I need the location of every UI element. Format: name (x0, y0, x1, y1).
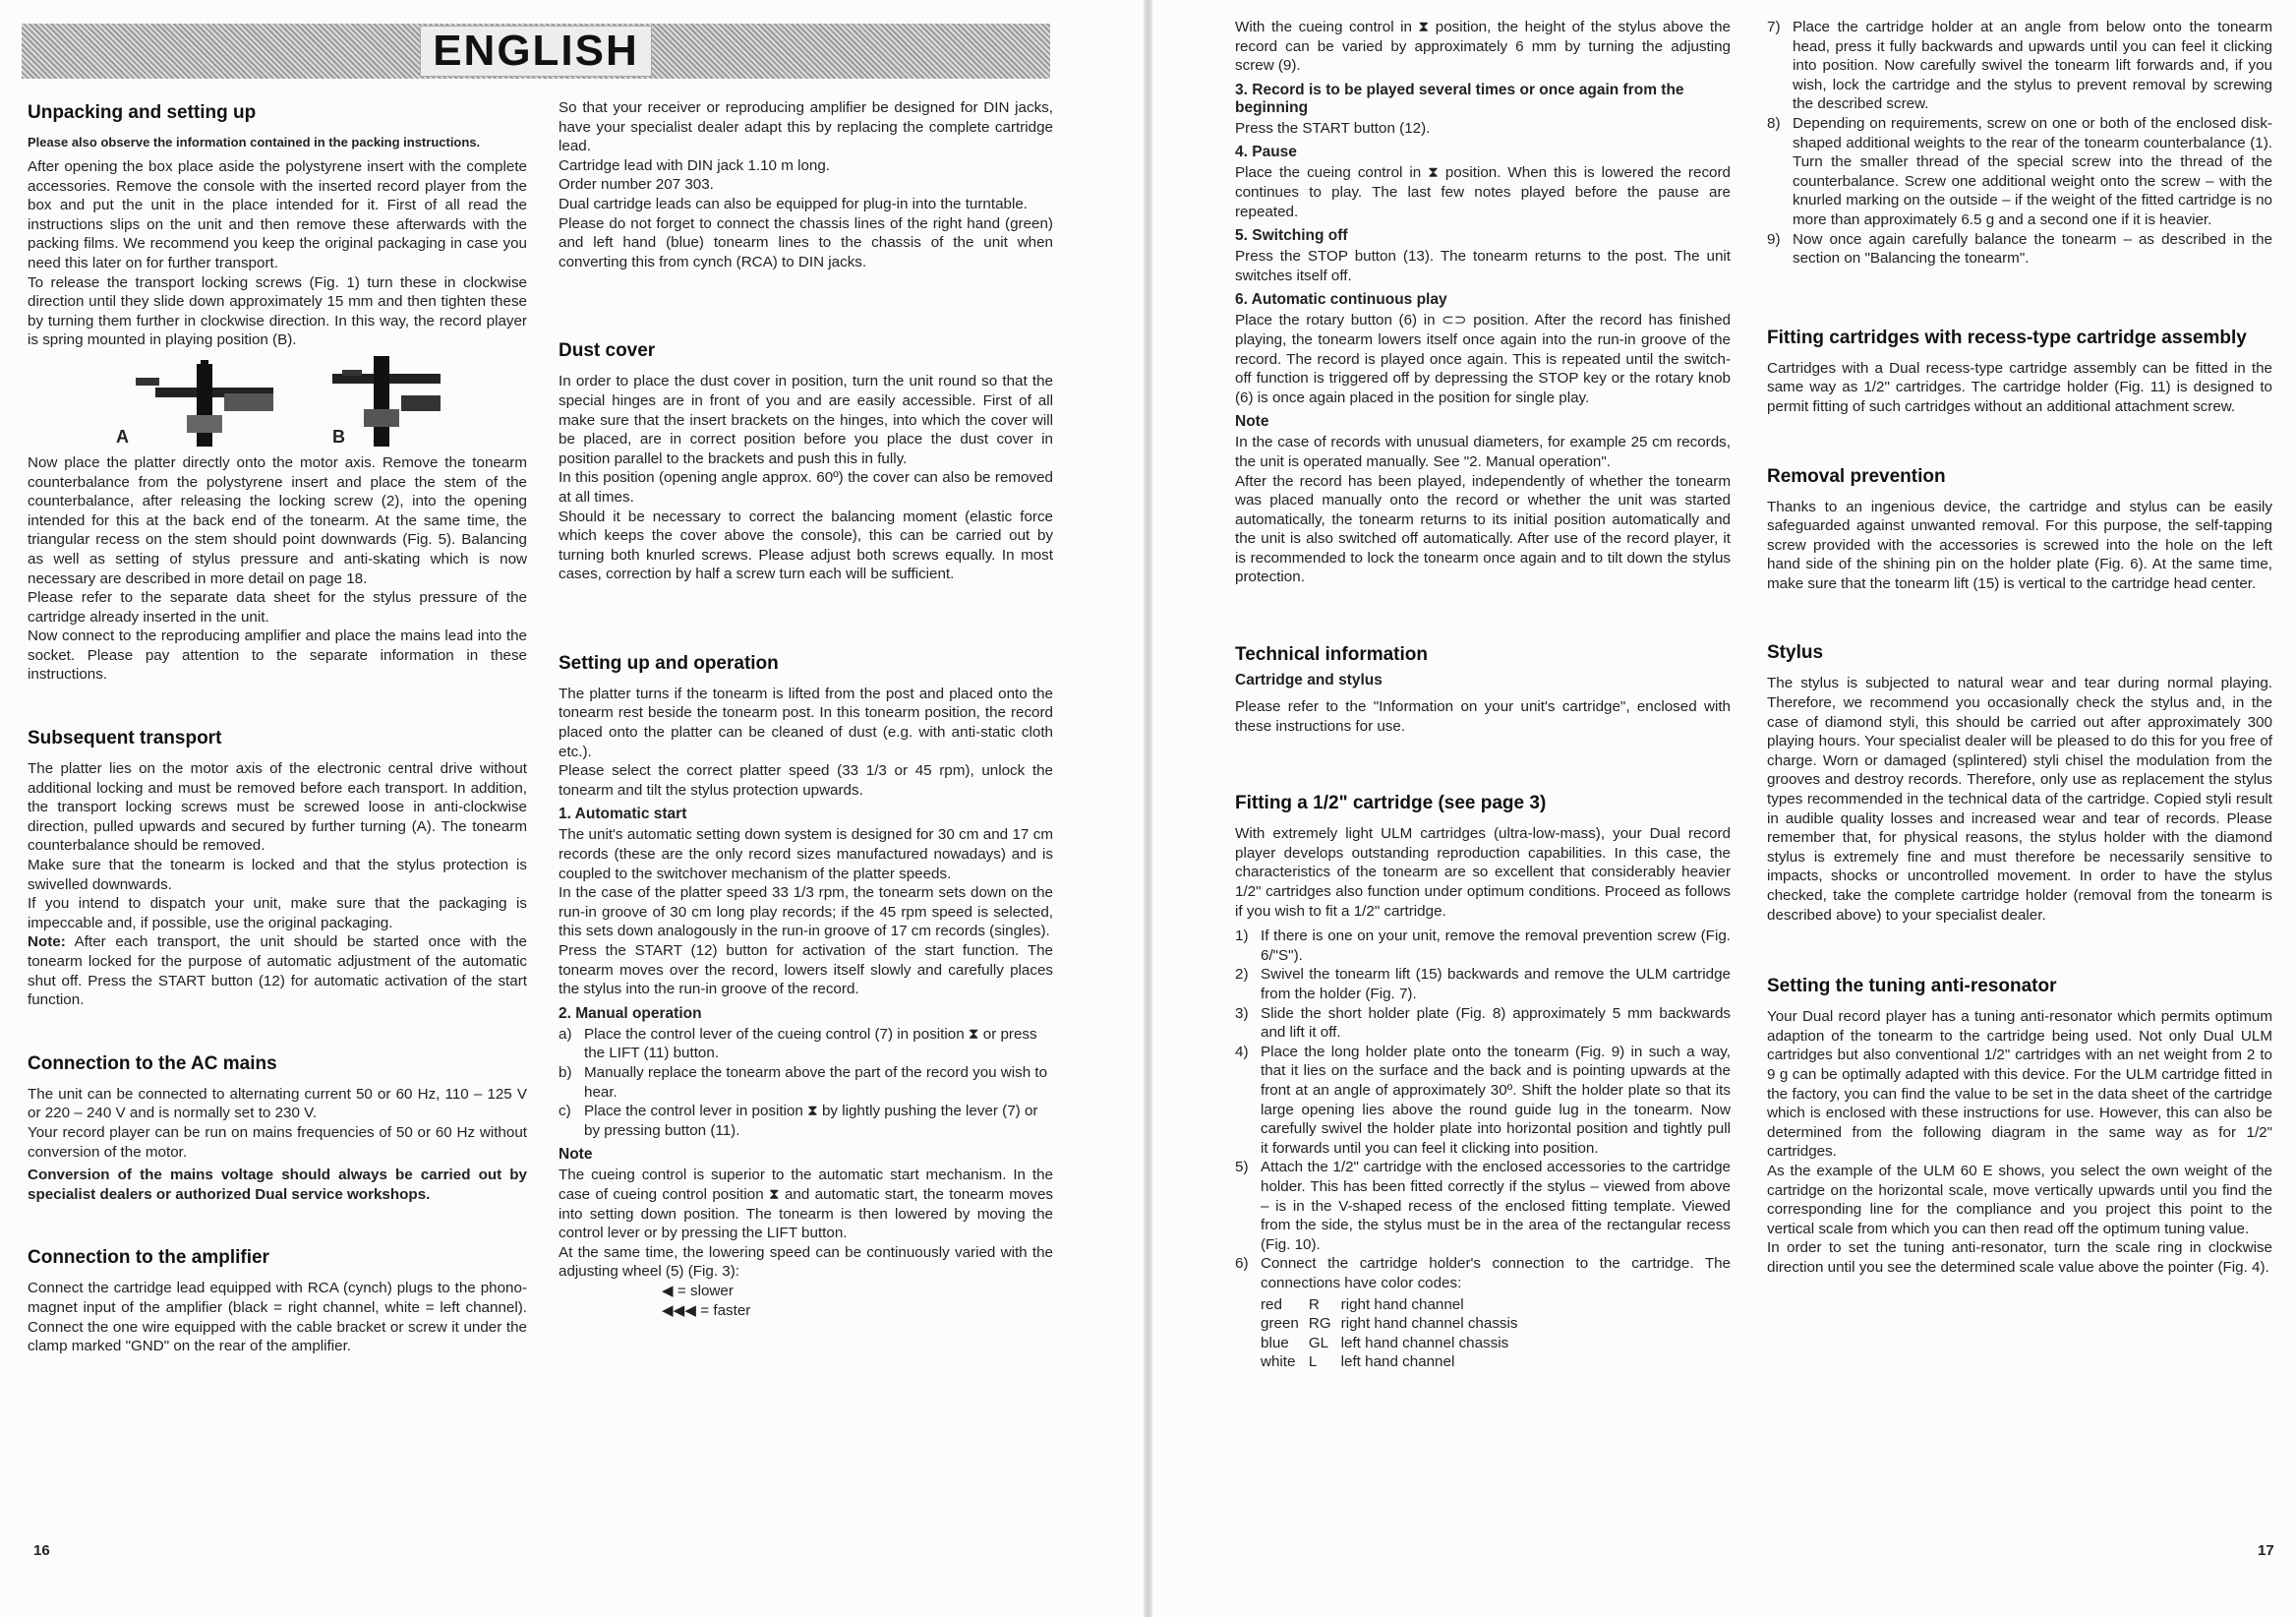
page-right (1152, 0, 2296, 1617)
step-number: 4) (1235, 1043, 1249, 1060)
ac-heading: Connection to the AC mains (28, 1052, 277, 1074)
recess-heading: Fitting cartridges with recess-type cartridge assembly (1767, 327, 2247, 348)
color-code-code: L (1308, 1353, 1318, 1371)
page-number-left: 16 (33, 1542, 50, 1559)
color-code-row (1261, 1295, 1527, 1315)
figure-label-b: B (332, 426, 345, 447)
tuning-heading: Setting the tuning anti-resonator (1767, 976, 2057, 997)
screw-diagram-a (136, 360, 273, 447)
step-text: Place the cartridge holder at an angle from below onto the tonearm head, press it fully backwards and upwards until you can feel it clicking into position. Now carefully swivel the tonearm lift forwards and, if you wish, lock the cartridge and the stylus to prevent removal by screwing the described screw. (1793, 19, 2272, 113)
unpacking-p3: Now place the platter directly onto the motor axis. Remove the tonearm counterbalance from the polystyrene insert and place the stem of the counterbalance, after releasing the locking screw (2), into the opening intended for this at the back end of the tonearm. At the same time, the triangular recess on the stem should point downwards (Fig. 5). Balancing as well as setting of stylus pressure and anti-skating which is now necessary are described in more detail on page 18. (28, 453, 527, 587)
color-code-name: red (1261, 1295, 1282, 1313)
step4-number: 4. (1235, 144, 1248, 161)
speed-faster: ◀◀◀ = faster (662, 1301, 751, 1319)
left-column-1 (28, 102, 527, 1356)
list-item (1235, 927, 1731, 965)
setup-note-p1: The cueing control is superior to the automatic start mechanism. In the case of cueing control position ⧗ and automatic start, the tonearm moves into setting down position. The tonearm is then lowered by moving the control lever or by pressing the LIFT button. (559, 1167, 1053, 1242)
tuning-p1: Your Dual record player has a tuning anti-resonator which permits optimum adaption of the tonearm to the cartridge being used. Not only Dual ULM cartridges but also conventional 1/2" cartridges with an net weight from 2 to 9 g can be optimally adapted with this device. For the ULM cartridge fitted in the factory, you can find the value to be set in the data sheet of the cartridge which is enclosed with these instructions for use. However, this can also be determined from the following diagram in the same way as for 1/2" cartridges. (1767, 1008, 2272, 1161)
setup-note-p2: At the same time, the lowering speed can be continuously varied with the adjusting wheel (5) (Fig. 3): (559, 1243, 1053, 1281)
step4-p: Place the cueing control in ⧗ position. When this is lowered the record continues to play. The last few notes played before the pause are repeated. (1235, 164, 1731, 220)
manual-op-number: 2. (559, 1004, 571, 1022)
step-text: Swivel the tonearm lift (15) backwards and remove the ULM cartridge from the holder (Fig. 7). (1261, 966, 1731, 1002)
auto-start-heading (559, 806, 1053, 823)
step5-title: Switching off (1252, 227, 1348, 245)
din-p1: So that your receiver or reproducing amplifier be designed for DIN jacks, have your specialist dealer adapt this by replacing the complete cartridge lead. (559, 99, 1053, 155)
dust-p2: In this position (opening angle approx. 60º) the cover can also be removed at all times. (559, 469, 1053, 506)
fig1-area (28, 350, 527, 453)
tech-p1: Please refer to the "Information on your unit's cartridge", enclosed with these instructions for use. (1235, 698, 1731, 735)
fitting-p1: With extremely light ULM cartridges (ultra-low-mass), your Dual record player develops outstanding reproduction capabilities. In this case, the characteristics of the tonearm are so excellent that considerably heavier 1/2" cartridges also function under optimum conditions. Proceed as follows if you wish to fit a 1/2" cartridge. (1235, 825, 1731, 920)
page-left (0, 0, 1144, 1617)
auto-start-p2: In the case of the platter speed 33 1/3 rpm, the tonearm sets down on the run-in groove of 30 cm long play records; if the 45 rpm speed is selected, this sets down analogously in the run-in groove of 17 cm records (singles). (559, 884, 1053, 940)
manual-op-title: Manual operation (575, 1004, 702, 1022)
list-item (1767, 230, 2272, 269)
step-text: Depending on requirements, screw on one or both of the enclosed disk-shaped additional weights to the rear of the tonearm counterbalance (1). Turn the smaller thread of the special screw into the thread of the counterbalance. Screw one additional weight onto the screw – with the knurled marking on the outside – if the weight of the fitted cartridge is no more than approximately 6.5 g and a second one if it is heavier. (1793, 114, 2272, 228)
dust-p3: Should it be necessary to correct the balancing moment (elastic force which keeps the cover above the console), this can be carried out by turning both knurled screws. Please adjust both screws equally. In most cases, correction by half a screw turn each will be sufficient. (559, 508, 1053, 583)
step-number: 9) (1767, 230, 1781, 248)
cueing-note-p1: In the case of records with unusual diameters, for example 25 cm records, the unit is operated manually. See "2. Manual operation". (1235, 434, 1731, 470)
color-code-desc: right hand channel chassis (1340, 1315, 1518, 1333)
din-p3: Order number 207 303. (559, 176, 714, 194)
manual-op-heading (559, 1005, 1053, 1023)
step-text: Now once again carefully balance the tonearm – as described in the section on "Balancing the tonearm". (1793, 230, 2272, 268)
step6-heading (1235, 291, 1731, 309)
step-number: 6) (1235, 1255, 1249, 1273)
step3-title: Record is to be played several times or once again from the beginning (1235, 81, 1684, 116)
amp-p1: Connect the cartridge lead equipped with RCA (cynch) plugs to the phono-magnet input of the amplifier (black = right channel, white = left channel). Connect the one wire equipped with the cable bracket or screw it under the clamp marked "GND" on the rear of the amplifier. (28, 1280, 527, 1355)
unpacking-p1: After opening the box place aside the polystyrene insert with the complete accessories. Remove the console with the inserted record player from the box and put the unit in the place intended for it. First of all read the instructions slips on the unit and then remove these afterwards with the packing films. We recommend you keep the original packaging in case you need this later on for further transport. (28, 158, 527, 271)
step-number: 1) (1235, 928, 1249, 945)
auto-start-title: Automatic start (574, 806, 687, 823)
cueing-note-heading: Note (1235, 413, 1269, 431)
step-text: Connect the cartridge holder's connection to the cartridge. The connections have color codes: (1261, 1255, 1731, 1291)
recess-p1: Cartridges with a Dual recess-type cartridge assembly can be fitted in the same way as 1/2" cartridges. The cartridge holder (Fig. 11) is designed to permit fitting of such cartridges without an additional attachment screw. (1767, 359, 2272, 415)
color-code-row (1261, 1352, 1527, 1372)
step-text: Place the long holder plate onto the tonearm (Fig. 9) in such a way, that it lies on the surface and the back and is pointing upwards at the front at an angle of approximately 30º. Shift the holder plate so that its large opening lies above the round guide lug in the tonearm. Now carefully swivel the holder plate into horizontal position and tightly pull it forwards until you can feel it clicking into position. (1261, 1043, 1731, 1157)
din-p5: Please do not forget to connect the chassis lines of the right hand (green) and left hand (blue) tonearm lines to the chassis of the unit when converting this from cynch (RCA) to DIN jacks. (559, 214, 1053, 270)
ac-p1: The unit can be connected to alternating current 50 or 60 Hz, 110 – 125 V or 220 – 240 V and is normally set to 230 V. (28, 1085, 527, 1122)
color-code-name: white (1261, 1353, 1296, 1371)
step-text: Slide the short holder plate (Fig. 8) approximately 5 mm backwards and lift it off. (1261, 1004, 1731, 1042)
step6-p: Place the rotary button (6) in ⊂⊃ position. After the record has finished playing, the tonearm lowers itself once again into the run-in groove of the record. The record is played once again. This is repeated until the switch-off function is triggered off by depressing the STOP key or the rotary knob (6) is once again placed in the position for single play. (1235, 312, 1731, 406)
color-code-row (1261, 1334, 1527, 1353)
setup-p2: Please select the correct platter speed (33 1/3 or 45 rpm), unlock the tonearm and tilt the stylus protection upwards. (559, 762, 1053, 799)
language-banner (22, 24, 1050, 79)
page-number-right: 17 (2258, 1542, 2274, 1559)
color-code-code: R (1308, 1295, 1320, 1313)
ac-warning: Conversion of the mains voltage should always be carried out by specialist dealers or authorized Dual service workshops. (28, 1167, 527, 1203)
cueing-p1: With the cueing control in ⧗ position, the height of the stylus above the record can be varied by approximately 6 mm by turning the adjusting screw (9). (1235, 19, 1731, 75)
step5-heading (1235, 227, 1731, 245)
color-code-code: GL (1308, 1334, 1329, 1351)
list-item: a) Place the control lever of the cueing control (7) in position ⧗ or press the LIFT (11) button. (559, 1025, 1037, 1062)
dust-p1: In order to place the dust cover in position, turn the unit round so that the special hinges are in front of you and are easily accessible. First of all make sure that the insert brackets on the hinges, into which the cover will be placed, are in correct position before you place the dust cover in position parallel to the brackets and push this in fully. (559, 373, 1053, 467)
left-column-2 (559, 98, 1053, 1320)
transport-note-label: Note: (28, 933, 66, 951)
color-code-name: blue (1261, 1334, 1289, 1351)
list-item (1235, 965, 1731, 1003)
tech-subheading: Cartridge and stylus (1235, 672, 1383, 689)
transport-p3: If you intend to dispatch your unit, make sure that the packaging is impeccable and, if possible, use the original packaging. (28, 895, 527, 931)
fitting-steps-continued (1767, 18, 2272, 269)
stylus-heading: Stylus (1767, 642, 1824, 664)
right-column-2 (1767, 18, 2272, 1278)
right-column-1 (1235, 18, 1731, 1372)
removal-p1: Thanks to an ingenious device, the cartridge and stylus can be easily safeguarded against unwanted removal. For this purpose, the self-tapping screw provided with the accessories is screwed into the hole on the left hand side of the shining pin on the holder plate (Fig. 6). At the same time, make sure that the tonearm lift (15) is vertical to the cartridge head center. (1767, 498, 2272, 592)
tuning-p2: As the example of the ULM 60 E shows, you select the own weight of the cartridge on the horizontal scale, move vertically upwards until you find the corresponding line for the compliance and you project this point to the vertical scale from which you can then read off the optimum tuning value. (1767, 1162, 2272, 1237)
step-number: 8) (1767, 114, 1781, 132)
unpacking-p5: Now connect to the reproducing amplifier and place the mains lead into the socket. Please pay attention to the separate information in these instructions. (28, 628, 527, 684)
step3-p: Press the START button (12). (1235, 119, 1431, 137)
setup-note-heading: Note (559, 1146, 593, 1164)
auto-start-p1: The unit's automatic setting down system is designed for 30 cm and 17 cm records (these are the only record sizes manufactured nowadays) and is coupled to the switchover mechanism of the platter speeds. (559, 826, 1053, 882)
color-code-desc: right hand channel (1340, 1295, 1464, 1313)
step-number: 7) (1767, 19, 1781, 35)
ac-p2: Your record player can be run on mains frequencies of 50 or 60 Hz without conversion of the motor. (28, 1123, 527, 1161)
list-item (1235, 1043, 1731, 1159)
screw-diagram-b (332, 356, 441, 447)
speed-slower: ◀ = slower (662, 1282, 734, 1299)
tuning-p3: In order to set the tuning anti-resonator, turn the scale ring in clockwise direction until you see the determined scale value above the pointer (Fig. 4). (1767, 1239, 2272, 1276)
list-item (1235, 1158, 1731, 1254)
speed-legend (559, 1282, 1053, 1320)
unpacking-p4: Please refer to the separate data sheet for the stylus pressure of the cartridge already inserted in the unit. (28, 589, 527, 626)
transport-note (28, 932, 527, 1009)
figure-label-a: A (116, 426, 129, 447)
transport-note-text: After each transport, the unit should be started once with the tonearm locked for the purpose of automatic adjustment of the automatic shut off. Press the START button (12) for automatic activation of the start function. (28, 933, 527, 1009)
unpacking-note: Please also observe the information contained in the packing instructions. (28, 135, 481, 150)
transport-p2: Make sure that the tonearm is locked and that the stylus protection is swivelled downwards. (28, 857, 527, 893)
list-item (1767, 18, 2272, 114)
list-item (1235, 1254, 1731, 1292)
list-item (1767, 114, 2272, 230)
list-item: c) Place the control lever in position ⧗ by lightly pushing the lever (7) or by pressing button (11). (559, 1103, 1038, 1139)
tech-heading: Technical information (1235, 644, 1429, 666)
color-code-desc: left hand channel (1340, 1353, 1455, 1371)
stylus-p1: The stylus is subjected to natural wear and tear during normal playing. Therefore, we recommend you occasionally check the stylus and, in the case of diamond styli, this should be carried out after approximately 300 playing hours. Your specialist dealer will be pleased to do this for you free of charge. Worn or damaged (splintered) styli chisel the modulation from the grooves and destroy records. Therefore, only use as replacement the stylus types recommended in the technical data of the cartridge. Copied styli result in audible quality losses and increased wear and tear of records. Please remember that, for physical reasons, the stylus holder with the diamond stylus is extremely fine and must therefore be necessarily sensitive to impacts, shocks or uncontrolled movement. In order to have the stylus checked, take the complete cartridge holder (removal from the tonearm is described above) to your specialist dealer. (1767, 675, 2272, 924)
list-item: b) Manually replace the tonearm above the part of the record you wish to hear. (559, 1063, 1048, 1101)
unpacking-p2: To release the transport locking screws (Fig. 1) turn these in clockwise direction until they slide down approximately 15 mm and then tighten these by turning them further in clockwise direction. In this way, the record player is spring mounted in playing position (B). (28, 273, 527, 349)
auto-start-number: 1. (559, 806, 571, 823)
step-number: 3) (1235, 1004, 1249, 1022)
color-code-table (1261, 1295, 1527, 1372)
list-item (1235, 1004, 1731, 1043)
color-code-code: RG (1308, 1315, 1331, 1333)
step3-heading (1235, 82, 1731, 117)
step6-title: Automatic continuous play (1251, 291, 1447, 309)
transport-heading: Subsequent transport (28, 728, 222, 749)
setup-p1: The platter turns if the tonearm is lifted from the post and placed onto the tonearm rest beside the tonearm post. In this tonearm position, the record placed onto the platter can be cleaned of dust (e.g. with anti-static cloth etc.). (559, 685, 1053, 760)
amp-heading: Connection to the amplifier (28, 1247, 269, 1269)
step-text: Attach the 1/2" cartridge with the enclosed accessories to the cartridge holder. This has been fitted correctly if the stylus – viewed from above – is in the V-shaped recess of the enclosed fitting template. Viewed from the side, the stylus must be in the area of the rectangular recess (Fig. 10). (1261, 1159, 1731, 1253)
step-number: 5) (1235, 1159, 1249, 1176)
removal-heading: Removal prevention (1767, 465, 1946, 487)
step5-number: 5. (1235, 227, 1248, 245)
step4-heading (1235, 144, 1731, 161)
step6-number: 6. (1235, 291, 1248, 309)
cueing-note-p2: After the record has been played, independently of whether the tonearm was placed manually onto the record or whether the unit was started automatically, the tonearm returns to its initial position automatically and the unit is also switched off automatically. After use of the record player, it is recommended to lock the tonearm once again and to tilt down the stylus protection. (1235, 472, 1731, 586)
dust-heading: Dust cover (559, 340, 656, 362)
manual-op-list (559, 1025, 1053, 1141)
din-p4: Dual cartridge leads can also be equipped for plug-in into the turntable. (559, 195, 1029, 212)
din-p2: Cartridge lead with DIN jack 1.10 m long. (559, 156, 831, 174)
step-text: If there is one on your unit, remove the removal prevention screw (Fig. 6/"S"). (1261, 928, 1731, 964)
color-code-name: green (1261, 1315, 1299, 1333)
fitting-steps (1235, 927, 1731, 1292)
step3-number: 3. (1235, 81, 1248, 98)
setup-heading: Setting up and operation (559, 652, 779, 674)
color-code-desc: left hand channel chassis (1340, 1334, 1509, 1351)
step-number: 2) (1235, 966, 1249, 984)
unpacking-heading: Unpacking and setting up (28, 102, 257, 123)
fitting-heading: Fitting a 1/2" cartridge (see page 3) (1235, 793, 1547, 814)
step4-title: Pause (1252, 144, 1297, 161)
banner-title: ENGLISH (420, 26, 652, 77)
auto-start-p3: Press the START (12) button for activation of the start function. The tonearm moves over the record, lowers itself slowly and carefully places the stylus into the run-in groove of the record. (559, 942, 1053, 998)
transport-screw-figure (116, 356, 441, 450)
color-code-row (1261, 1314, 1527, 1334)
transport-p1: The platter lies on the motor axis of the electronic central drive without additional locking and must be removed before each transport. In addition, the transport locking screws must be screwed loose in anti-clockwise direction, pulled upwards and secured by further turning (A). The tonearm counterbalance should be removed. (28, 760, 527, 855)
step5-p: Press the STOP button (13). The tonearm returns to the post. The unit switches itself off. (1235, 248, 1731, 284)
page-gutter (1144, 0, 1152, 1617)
